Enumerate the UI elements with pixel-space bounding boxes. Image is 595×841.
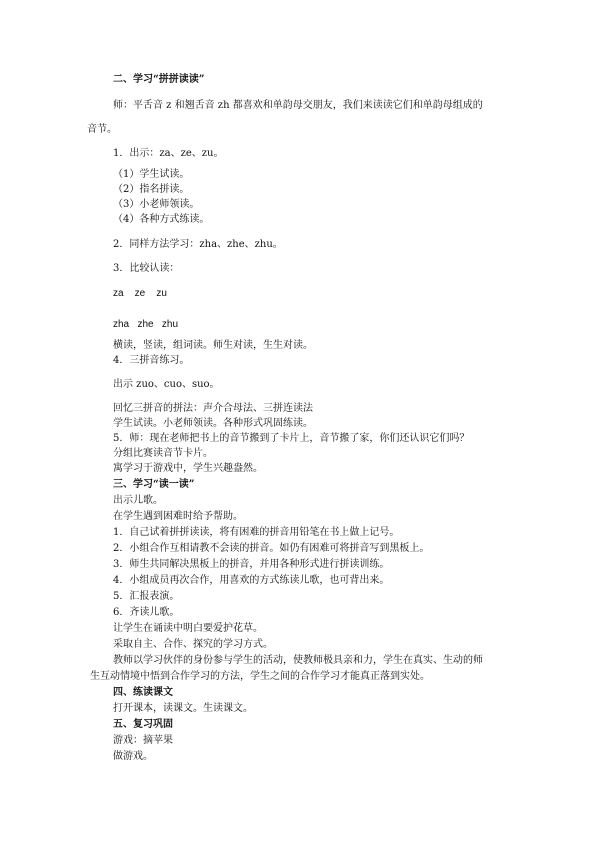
list-item: 6．齐读儿歌。 bbox=[113, 607, 180, 618]
section-heading-4: 四、练读课文 bbox=[113, 687, 173, 698]
section-heading-2: 二、学习“拼拼读读” bbox=[113, 74, 205, 85]
list-item: 5．师：现在老师把书上的音节搬到了卡片上，音节搬了家，你们还认识它们吗？ bbox=[113, 433, 470, 444]
paragraph-line: 出示 zuo、cuo、suo。 bbox=[113, 379, 220, 390]
pinyin-row: za ze zu bbox=[113, 288, 167, 299]
list-item: （2）指名拼读。 bbox=[113, 184, 190, 195]
list-item: 1．出示：za、ze、zu。 bbox=[113, 148, 224, 159]
paragraph-line: 回忆三拼音的拼法：声介合母法、三拼连读法 bbox=[113, 403, 313, 414]
list-item: （1）学生试读。 bbox=[113, 169, 190, 180]
paragraph-line: 分组比赛读音节卡片。 bbox=[113, 448, 213, 459]
list-item: 4．三拼音练习。 bbox=[113, 355, 190, 366]
list-item: 1．自己试着拼拼读读，将有困难的拼音用铅笔在书上做上记号。 bbox=[113, 527, 400, 538]
paragraph-line: 师：平舌音 z 和翘舌音 zh 都喜欢和单韵母交朋友，我们来读读它们和单韵母组成的 bbox=[113, 100, 483, 111]
paragraph-line: 教师以学习伙伴的身份参与学生的活动，使教师极具亲和力，学生在真实、生动的师 bbox=[113, 655, 483, 666]
list-item: （3）小老师领读。 bbox=[113, 199, 200, 210]
paragraph-line: 横读，竖读，组词读。师生对读，生生对读。 bbox=[113, 340, 313, 351]
paragraph-line: 在学生遇到困难时给予帮助。 bbox=[113, 511, 243, 522]
paragraph-line: 出示儿歌。 bbox=[113, 495, 163, 506]
list-item: 2．小组合作互相请教不会读的拼音。如仍有困难可将拼音写到黑板上。 bbox=[113, 543, 430, 554]
list-item: 4．小组成员再次合作，用喜欢的方式练读儿歌，也可背出来。 bbox=[113, 575, 390, 586]
list-item: 3．师生共同解决黑板上的拼音，并用各种形式进行拼读训练。 bbox=[113, 559, 390, 570]
paragraph-line: 寓学习于游戏中，学生兴趣盎然。 bbox=[113, 463, 263, 474]
paragraph-line: 让学生在诵读中明白要爱护花草。 bbox=[113, 623, 263, 634]
list-item: 3．比较认读： bbox=[113, 263, 180, 274]
section-heading-3: 三、学习“读一读” bbox=[113, 479, 195, 490]
list-item: 5．汇报表演。 bbox=[113, 591, 180, 602]
list-item: （4）各种方式练读。 bbox=[113, 214, 210, 225]
paragraph-line: 做游戏。 bbox=[113, 751, 153, 762]
section-heading-5: 五、复习巩固 bbox=[113, 719, 173, 730]
list-item: 2．同样方法学习：zha、zhe、zhu。 bbox=[113, 239, 283, 250]
paragraph-line: 游戏：摘苹果 bbox=[113, 735, 173, 746]
paragraph-line: 生互动情境中悟到合作学习的方法，学生之间的合作学习才能真正落到实处。 bbox=[90, 671, 430, 682]
paragraph-line: 学生试读。小老师领读。各种形式巩固练读。 bbox=[113, 418, 313, 429]
paragraph-line: 采取自主、合作、探究的学习方式。 bbox=[113, 639, 273, 650]
pinyin-row: zha zhe zhu bbox=[113, 319, 179, 330]
paragraph-line: 打开课本，读课文。生读课文。 bbox=[113, 703, 253, 714]
paragraph-line: 音节。 bbox=[87, 124, 117, 135]
